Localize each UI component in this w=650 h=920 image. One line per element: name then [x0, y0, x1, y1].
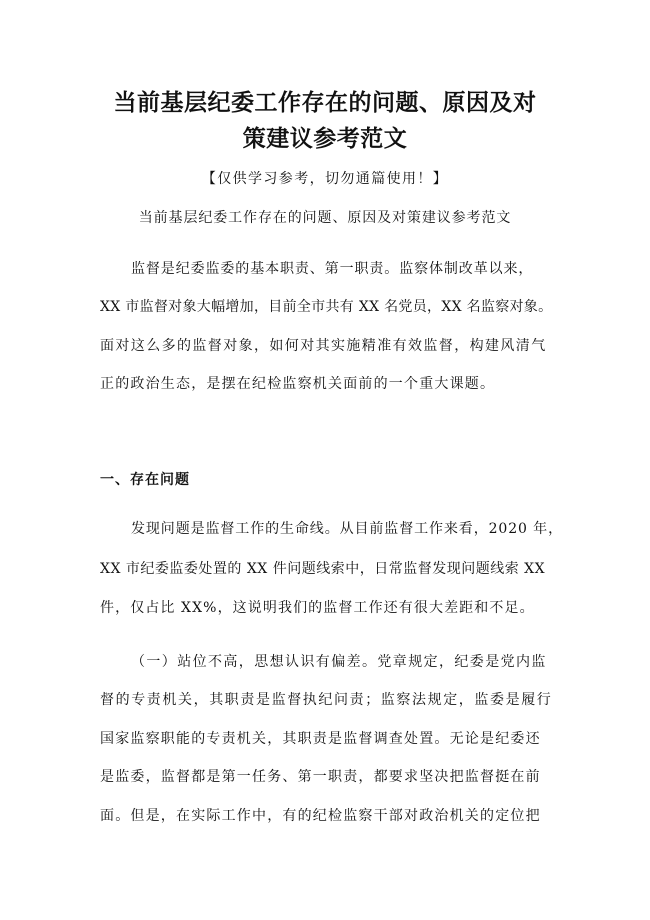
usage-note: 【仅供学习参考，切勿通篇使用！】: [201, 171, 449, 187]
intro-line-3: 面对这么多的监督对象，如何对其实施精准有效监督，构建风清气: [100, 338, 547, 354]
problems-line-2: XX 市纪委监委处置的 XX 件问题线索中，日常监督发现问题线索 XX: [100, 561, 546, 577]
item-1-line-5: 面。但是，在实际工作中，有的纪检监察干部对政治机关的定位把: [100, 808, 541, 824]
item-1-line-1: （一）站位不高，思想认识有偏差。党章规定，纪委是党内监: [131, 654, 547, 670]
document-subtitle: 当前基层纪委工作存在的问题、原因及对策建议参考范文: [138, 210, 512, 226]
document-title-line-2: 策建议参考范文: [242, 126, 408, 152]
item-1-line-4: 是监委，监督都是第一任务、第一职责，都要求坚决把监督挺在前: [100, 769, 541, 785]
intro-line-2: XX 市监督对象大幅增加，目前全市共有 XX 名党员，XX 名监察对象。: [100, 299, 553, 315]
problems-line-3: 件，仅占比 XX%，这说明我们的监督工作还有很大差距和不足。: [100, 600, 535, 616]
section-heading-problems: 一、存在问题: [100, 472, 190, 488]
document-title-line-1: 当前基层纪委工作存在的问题、原因及对: [113, 90, 537, 116]
problems-line-1: 发现问题是监督工作的生命线。从目前监督工作来看，2020 年，: [131, 521, 563, 537]
item-1-line-3: 国家监察职能的专责机关，其职责是监督调查处置。无论是纪委还: [100, 731, 541, 747]
intro-line-1: 监督是纪委监委的基本职责、第一职责。监察体制改革以来，: [131, 261, 534, 277]
intro-line-4: 正的政治生态，是摆在纪检监察机关面前的一个重大课题。: [100, 376, 496, 392]
item-1-line-2: 督的专责机关，其职责是监督执纪问责；监察法规定，监委是履行: [100, 692, 553, 708]
